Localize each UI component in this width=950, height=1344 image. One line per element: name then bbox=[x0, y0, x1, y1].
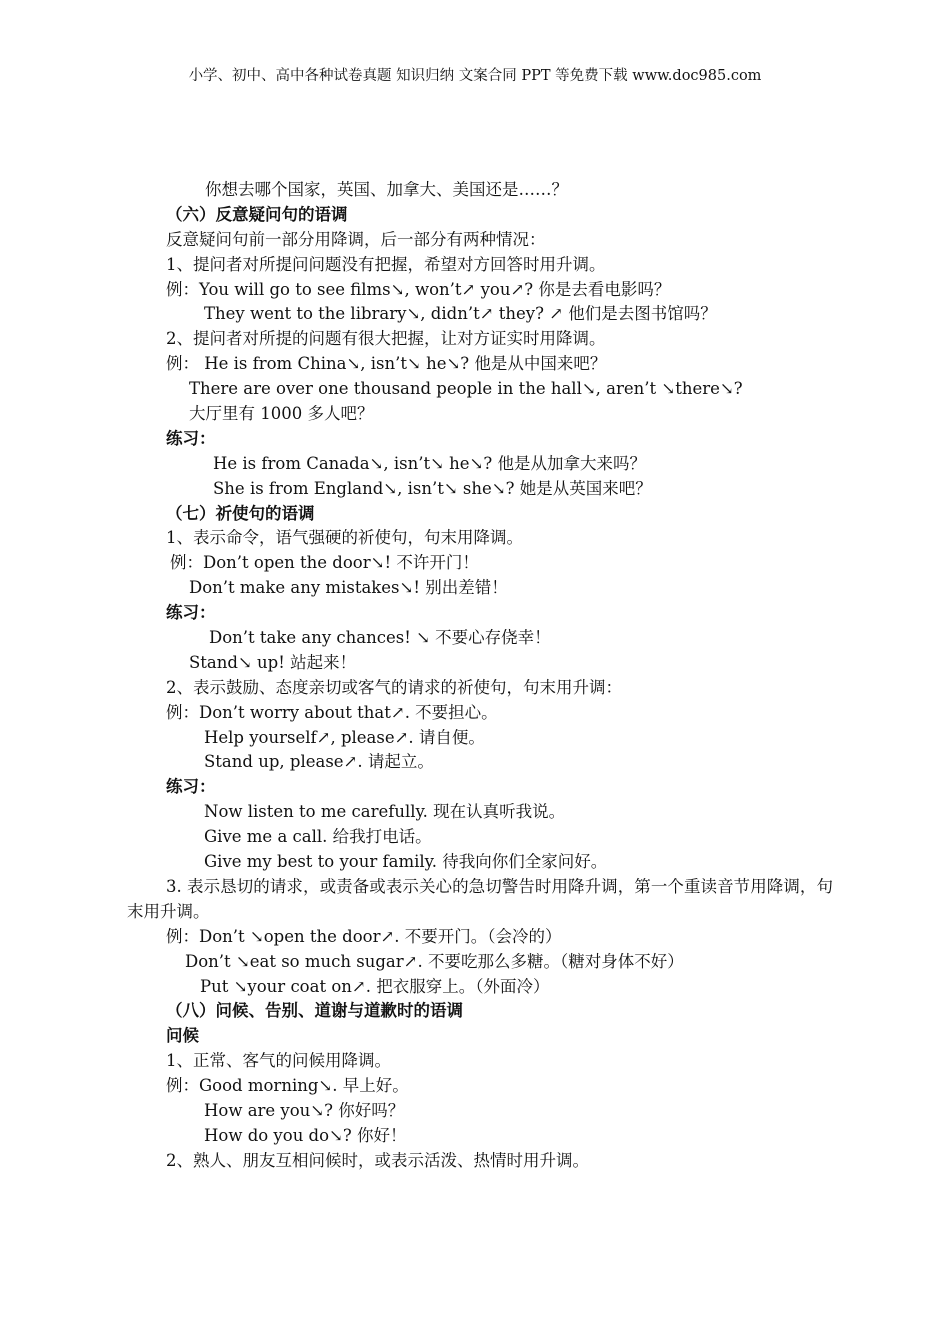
practice-label: 练习： bbox=[166, 777, 216, 797]
text-line: 反意疑问句前一部分用降调，后一部分有两种情况： bbox=[166, 229, 546, 249]
example-line: 例： He is from China↘, isn’t↘ he↘? 他是从中国来吧？ bbox=[166, 354, 607, 374]
example-line: There are over one thousand people in the hall↘, aren’t ↘there↘? bbox=[189, 379, 743, 399]
practice-label: 练习： bbox=[166, 603, 216, 623]
practice-line: Give me a call. 给我打电话。 bbox=[204, 827, 432, 847]
example-line: They went to the library↘, didn’t↗ they? ↗ 他们是去图书馆吗？ bbox=[204, 304, 717, 324]
text-line: 你想去哪个国家，英国、加拿大、美国还是……？ bbox=[205, 180, 568, 199]
example-line: Stand up, please↗. 请起立。 bbox=[204, 752, 434, 772]
example-line: Put ↘your coat on↗. 把衣服穿上。（外面冷） bbox=[200, 976, 550, 996]
practice-line: He is from Canada↘, isn’t↘ he↘? 他是从加拿大来吗？ bbox=[213, 453, 646, 473]
practice-line: Give my best to your family. 待我向你们全家问好。 bbox=[204, 852, 608, 872]
example-line: How are you↘? 你好吗？ bbox=[204, 1100, 405, 1120]
practice-line: Stand↘ up! 站起来！ bbox=[189, 652, 357, 672]
section-heading-six: （六）反意疑问句的语调 bbox=[166, 204, 348, 224]
subheading-greeting: 问候 bbox=[166, 1026, 199, 1046]
text-line: 2、表示鼓励、态度亲切或客气的请求的祈使句，句末用升调： bbox=[166, 677, 622, 697]
practice-line: Now listen to me carefully. 现在认真听我说。 bbox=[204, 802, 566, 822]
text-line: 1、正常、客气的问候用降调。 bbox=[166, 1051, 391, 1071]
text-line: 1、提问者对所提问问题没有把握，希望对方回答时用升调。 bbox=[166, 254, 606, 274]
example-line: How do you do↘? 你好！ bbox=[204, 1125, 407, 1145]
text-line: 2、熟人、朋友互相问候时，或表示活泼、热情时用升调。 bbox=[166, 1150, 589, 1170]
example-line: 例：Don’t worry about that↗. 不要担心。 bbox=[166, 702, 498, 722]
text-line: 2、提问者对所提的问题有很大把握，让对方证实时用降调。 bbox=[166, 329, 606, 349]
practice-label: 练习： bbox=[166, 428, 216, 448]
section-heading-eight: （八）问候、告别、道谢与道歉时的语调 bbox=[166, 1001, 463, 1021]
example-line: Don’t make any mistakes↘! 别出差错！ bbox=[189, 578, 508, 598]
example-line: 例：Don’t ↘open the door↗. 不要开门。（会冷的） bbox=[166, 926, 562, 946]
page-header: 小学、初中、高中各种试卷真题 知识归纳 文案合同 PPT 等免费下载 www.doc985.com bbox=[188, 68, 762, 84]
text-paragraph: 3. 表示恳切的请求，或责备或表示关心的急切警告时用降升调，第一个重读音节用降调，句末用升调。 bbox=[127, 876, 833, 921]
practice-line: Don’t take any chances! ↘ 不要心存侥幸！ bbox=[209, 628, 551, 648]
practice-line: She is from England↘, isn’t↘ she↘? 她是从英国来吧？ bbox=[213, 478, 652, 498]
section-heading-seven: （七）祈使句的语调 bbox=[166, 503, 315, 523]
example-line: 例：Don’t open the door↘! 不许开门！ bbox=[170, 553, 479, 573]
document-body bbox=[0, 178, 950, 1174]
example-line: 例：Good morning↘. 早上好。 bbox=[166, 1076, 409, 1096]
example-line: Don’t ↘eat so much sugar↗. 不要吃那么多糖。（糖对身体不好） bbox=[185, 951, 684, 971]
text-line: 1、表示命令，语气强硬的祈使句，句末用降调。 bbox=[166, 528, 523, 548]
example-line: Help yourself↗, please↗. 请自便。 bbox=[204, 727, 485, 747]
example-line: 大厅里有 1000 多人吧？ bbox=[189, 404, 374, 424]
example-line: 例：You will go to see films↘, won’t↗ you↗? 你是去看电影吗？ bbox=[166, 279, 671, 299]
